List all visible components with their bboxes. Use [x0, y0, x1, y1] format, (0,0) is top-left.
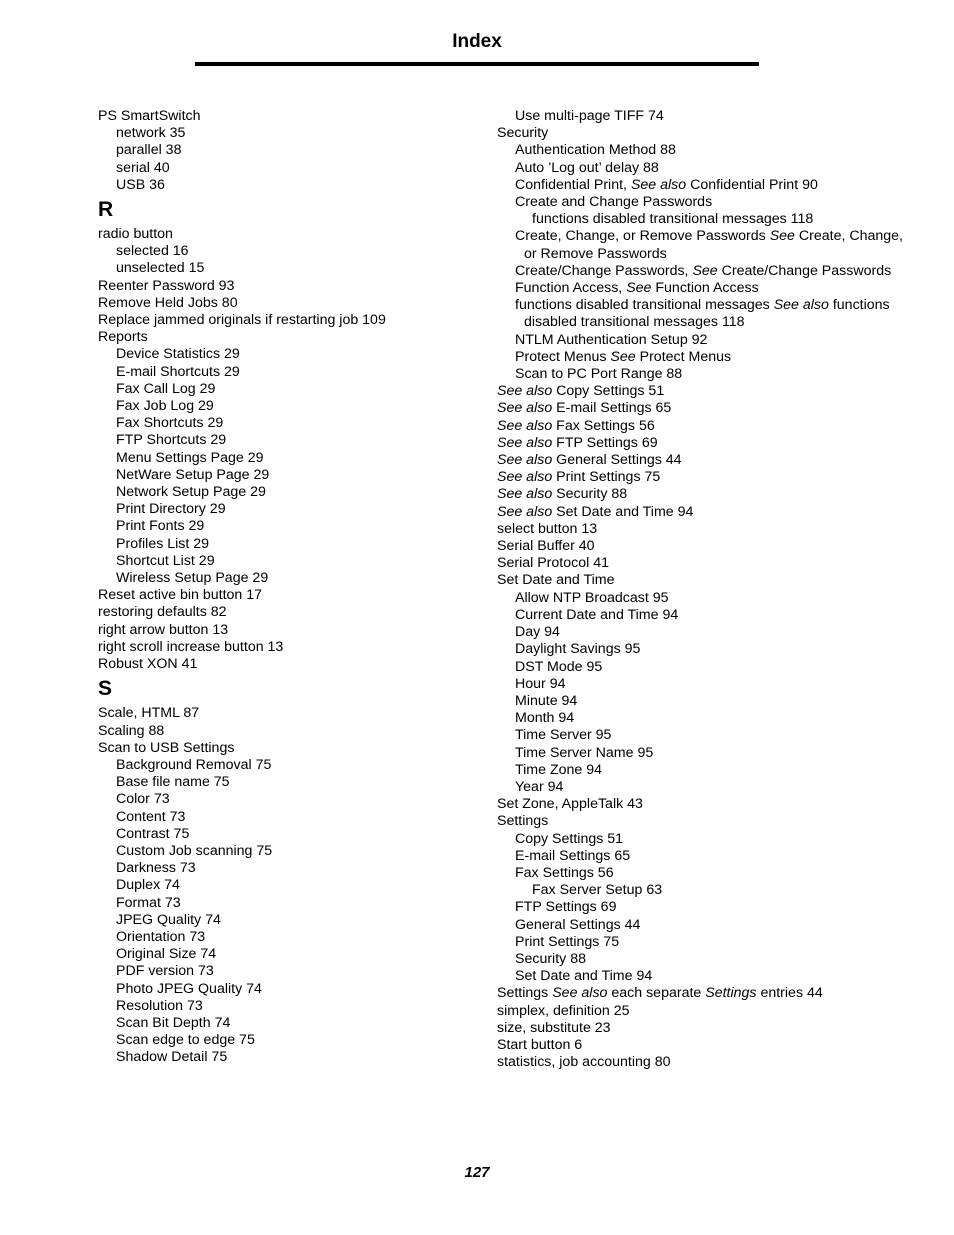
- index-subentry: Base file name 75: [116, 774, 230, 791]
- see-also-ref: See also: [497, 503, 553, 520]
- index-subentry: selected 16: [116, 243, 189, 260]
- index-entry: PS SmartSwitch: [98, 108, 201, 124]
- index-subentry: USB 36: [116, 176, 165, 193]
- index-entry: select button 13: [497, 520, 598, 537]
- entry-text: functions disabled transitional messages: [515, 297, 774, 314]
- entry-text: Settings: [497, 985, 553, 1002]
- index-entry: [497, 400, 917, 417]
- see-also-ref: See also: [497, 469, 553, 486]
- entry-text: Confidential Print,: [515, 176, 631, 193]
- index-entry: simplex, definition 25: [497, 1002, 630, 1019]
- index-entry: Start button 6: [497, 1036, 583, 1053]
- section-letter-s: S: [98, 677, 113, 701]
- entry-text: Print Settings 75: [552, 469, 661, 486]
- index-subentry: Fax Shortcuts 29: [116, 415, 224, 432]
- index-subentry: [497, 228, 917, 262]
- index-entry: Robust XON 41: [98, 656, 198, 673]
- index-subentry: Month 94: [515, 710, 575, 727]
- entry-text: Confidential Print 90: [686, 176, 818, 193]
- index-subentry: Background Removal 75: [116, 756, 272, 773]
- index-entry: Reset active bin button 17: [98, 587, 263, 604]
- index-subentry: Orientation 73: [116, 928, 206, 945]
- index-subentry: Profiles List 29: [116, 535, 210, 552]
- index-subentry: Day 94: [515, 624, 560, 641]
- index-subentry: Allow NTP Broadcast 95: [515, 589, 669, 606]
- see-ref: See: [769, 228, 795, 245]
- index-subentry: NetWare Setup Page 29: [116, 466, 270, 483]
- index-subentry: Shadow Detail 75: [116, 1049, 228, 1066]
- index-subentry: General Settings 44: [515, 916, 641, 933]
- index-subentry: Darkness 73: [116, 860, 196, 877]
- entry-text: Copy Settings 51: [552, 383, 665, 400]
- index-entry: size, substitute 23: [497, 1019, 611, 1036]
- index-entry: Settings: [497, 813, 549, 830]
- index-entry: [497, 469, 917, 486]
- index-entry: Scaling 88: [98, 722, 165, 739]
- index-column-right: [497, 108, 917, 1071]
- index-entry: Scale, HTML 87: [98, 705, 200, 722]
- index-entry: right arrow button 13: [98, 621, 229, 638]
- index-subentry: Print Directory 29: [116, 501, 226, 518]
- index-subentry: [497, 177, 917, 194]
- index-subentry: Duplex 74: [116, 877, 180, 894]
- entry-text: Protect Menus: [515, 348, 611, 365]
- see-also-ref: See also: [773, 297, 829, 314]
- index-subentry: Copy Settings 51: [515, 830, 624, 847]
- section-letter-r: R: [98, 198, 114, 222]
- index-subentry: network 35: [116, 125, 186, 142]
- entry-text: functions disabled transitional messages 118: [524, 297, 890, 331]
- index-entry: [497, 435, 917, 452]
- index-subentry: PDF version 73: [116, 963, 214, 980]
- entry-text: Security 88: [552, 486, 628, 503]
- see-also-ref: See also: [497, 486, 553, 503]
- index-subentry: Custom Job scanning 75: [116, 842, 273, 859]
- index-entry: radio button: [98, 226, 173, 243]
- index-subentry: [497, 263, 917, 280]
- entry-text: E-mail Settings 65: [552, 400, 672, 417]
- index-entry: Scan to USB Settings: [98, 739, 235, 756]
- index-subentry: Fax Settings 56: [515, 864, 614, 881]
- index-subentry: Minute 94: [515, 692, 578, 709]
- index-subentry: Hour 94: [515, 675, 566, 692]
- index-entry: Serial Protocol 41: [497, 555, 609, 572]
- entry-text: Create, Change, or Remove Passwords: [524, 228, 904, 262]
- header-rule: [195, 62, 759, 66]
- settings-ref: Settings: [705, 985, 757, 1002]
- index-subentry: DST Mode 95: [515, 658, 603, 675]
- entry-text: Function Access: [651, 280, 759, 297]
- index-entry: Serial Buffer 40: [497, 538, 595, 555]
- index-entry: Reports: [98, 329, 148, 346]
- index-subentry: Security 88: [515, 950, 586, 967]
- index-subentry: Original Size 74: [116, 946, 217, 963]
- page-number: 127: [464, 1164, 490, 1181]
- index-column-left: [98, 108, 518, 1067]
- entry-text: each separate: [607, 985, 706, 1002]
- index-subentry: Print Fonts 29: [116, 518, 205, 535]
- index-subentry: NTLM Authentication Setup 92: [515, 331, 708, 348]
- index-subentry: Time Zone 94: [515, 761, 603, 778]
- index-entry: [497, 383, 917, 400]
- index-entry: [497, 985, 917, 1002]
- index-subentry: E-mail Settings 65: [515, 847, 631, 864]
- index-subentry: Use multi-page TIFF 74: [515, 108, 664, 124]
- index-subentry: parallel 38: [116, 142, 182, 159]
- see-ref: See: [610, 348, 636, 365]
- index-subentry: Time Server 95: [515, 727, 612, 744]
- index-subentry: FTP Shortcuts 29: [116, 432, 227, 449]
- see-also-ref: See also: [497, 417, 553, 434]
- see-also-ref: See also: [497, 452, 553, 469]
- see-also-ref: See also: [497, 383, 553, 400]
- entry-text: Function Access,: [515, 280, 627, 297]
- index-entry: Remove Held Jobs 80: [98, 294, 238, 311]
- index-subentry: Set Date and Time 94: [515, 968, 653, 985]
- see-also-ref: See also: [497, 400, 553, 417]
- entry-text: Create, Change, or Remove Passwords: [515, 228, 770, 245]
- entry-text: entries 44: [756, 985, 823, 1002]
- index-subsubentry: Fax Server Setup 63: [532, 882, 663, 899]
- index-subentry: JPEG Quality 74: [116, 911, 221, 928]
- index-entry: [497, 418, 917, 435]
- index-subentry: Create and Change Passwords: [515, 194, 713, 211]
- index-subentry: Auto ’Log out’ delay 88: [515, 159, 659, 176]
- index-subentry: Format 73: [116, 894, 181, 911]
- index-entry: Replace jammed originals if restarting job 109: [98, 312, 386, 329]
- index-subentry: Photo JPEG Quality 74: [116, 980, 262, 997]
- index-subentry: E-mail Shortcuts 29: [116, 363, 240, 380]
- index-subentry: Fax Job Log 29: [116, 398, 214, 415]
- entry-text: Fax Settings 56: [552, 417, 655, 434]
- entry-text: Create/Change Passwords: [717, 262, 892, 279]
- index-subentry: Print Settings 75: [515, 933, 620, 950]
- index-subentry: Scan Bit Depth 74: [116, 1014, 231, 1031]
- index-subentry: [497, 349, 917, 366]
- see-ref: See: [692, 262, 718, 279]
- entry-text: Protect Menus: [635, 348, 732, 365]
- index-subentry: Content 73: [116, 808, 186, 825]
- index-subentry: Resolution 73: [116, 997, 203, 1014]
- index-entry: Reenter Password 93: [98, 277, 235, 294]
- entry-text: Create/Change Passwords,: [515, 262, 693, 279]
- index-subentry: Wireless Setup Page 29: [116, 570, 269, 587]
- index-subentry: [497, 297, 917, 331]
- index-subentry: Scan edge to edge 75: [116, 1032, 255, 1049]
- index-subentry: [497, 280, 917, 297]
- index-subentry: Time Server Name 95: [515, 744, 654, 761]
- entry-text: Set Date and Time 94: [552, 503, 694, 520]
- index-subentry: Year 94: [515, 778, 564, 795]
- index-subentry: Daylight Savings 95: [515, 641, 641, 658]
- index-subentry: Color 73: [116, 791, 170, 808]
- index-entry: Security: [497, 125, 549, 142]
- index-entry: statistics, job accounting 80: [497, 1054, 671, 1071]
- index-subentry: Scan to PC Port Range 88: [515, 366, 683, 383]
- index-entry: [497, 452, 917, 469]
- entry-text: General Settings 44: [552, 452, 682, 469]
- index-entry: [497, 504, 917, 521]
- index-subentry: unselected 15: [116, 260, 205, 277]
- index-subentry: Contrast 75: [116, 825, 190, 842]
- index-subentry: serial 40: [116, 159, 170, 176]
- index-subentry: Authentication Method 88: [515, 142, 676, 159]
- index-entry: Set Date and Time: [497, 572, 615, 589]
- see-also-ref: See also: [497, 434, 553, 451]
- see-ref: See: [626, 280, 652, 297]
- index-subentry: Current Date and Time 94: [515, 606, 679, 623]
- index-entry: restoring defaults 82: [98, 604, 227, 621]
- index-entry: Set Zone, AppleTalk 43: [497, 796, 643, 813]
- index-subentry: Fax Call Log 29: [116, 380, 216, 397]
- index-subentry: Shortcut List 29: [116, 552, 215, 569]
- index-entry: right scroll increase button 13: [98, 638, 284, 655]
- index-subentry: Device Statistics 29: [116, 346, 240, 363]
- index-subentry: Network Setup Page 29: [116, 484, 266, 501]
- entry-text: FTP Settings 69: [552, 434, 658, 451]
- see-also-ref: See also: [552, 985, 608, 1002]
- index-subentry: FTP Settings 69: [515, 899, 617, 916]
- index-subsubentry: functions disabled transitional messages 118: [532, 211, 814, 228]
- see-also-ref: See also: [630, 176, 687, 193]
- page-title: Index: [452, 31, 502, 52]
- index-subentry: Menu Settings Page 29: [116, 449, 264, 466]
- index-entry: [497, 486, 917, 503]
